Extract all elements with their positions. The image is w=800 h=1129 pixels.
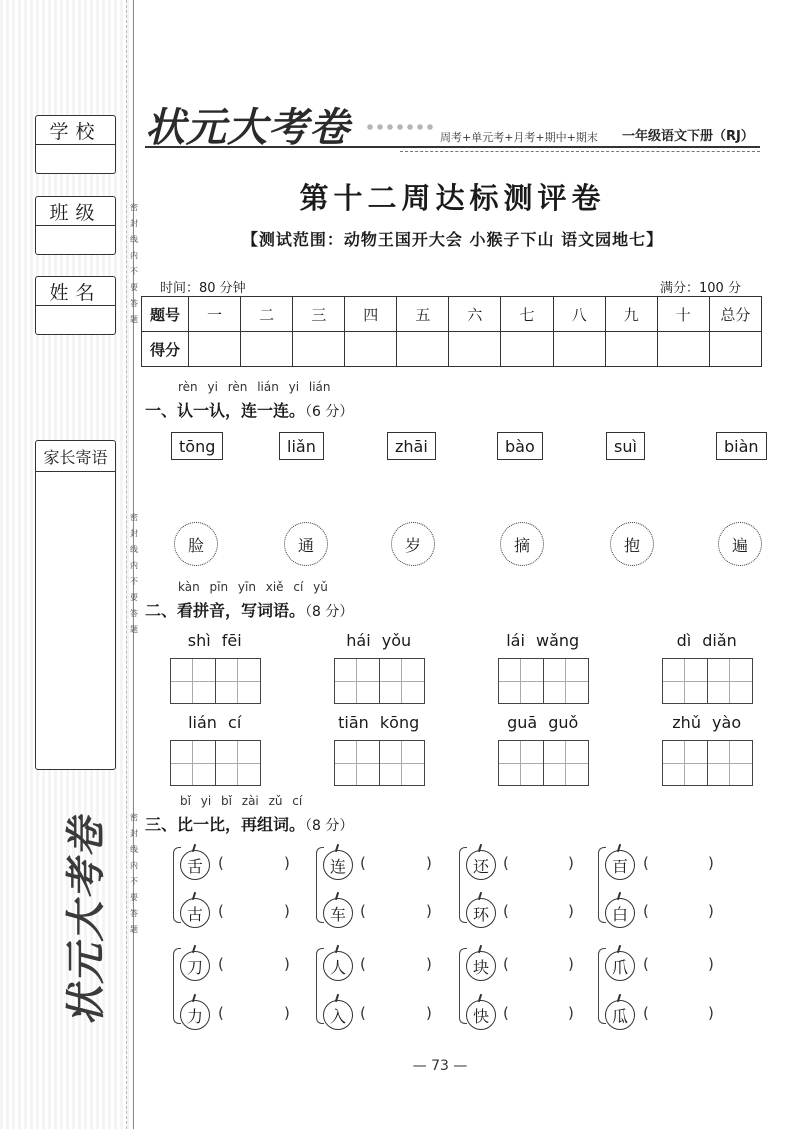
column-header: 七 bbox=[501, 297, 553, 332]
score-cell[interactable] bbox=[449, 332, 501, 367]
word-item bbox=[662, 630, 751, 704]
answer-open: ( bbox=[360, 854, 366, 872]
apple-character: 还 bbox=[466, 850, 496, 880]
class-field[interactable] bbox=[36, 226, 115, 254]
pinyin-card[interactable]: tōng bbox=[171, 432, 223, 460]
word-item bbox=[334, 630, 423, 704]
apple-character: 连 bbox=[323, 850, 353, 880]
writing-grid[interactable] bbox=[379, 740, 425, 786]
answer-close: ) bbox=[708, 955, 714, 973]
apple-character: 块 bbox=[466, 951, 496, 981]
time-limit: 时间：80 分钟 bbox=[160, 281, 246, 296]
writing-grid[interactable] bbox=[379, 658, 425, 704]
answer-close: ) bbox=[708, 1004, 714, 1022]
column-header: 四 bbox=[345, 297, 397, 332]
writing-grid[interactable] bbox=[170, 658, 216, 704]
writing-grid[interactable] bbox=[707, 740, 753, 786]
answer-open: ( bbox=[218, 955, 224, 973]
score-cell[interactable] bbox=[657, 332, 709, 367]
score-cell[interactable] bbox=[553, 332, 605, 367]
answer-close: ) bbox=[568, 854, 574, 872]
brand-dots bbox=[365, 122, 435, 132]
writing-grid[interactable] bbox=[215, 658, 261, 704]
writing-grid[interactable] bbox=[170, 740, 216, 786]
apple-character: 入 bbox=[323, 1000, 353, 1030]
section3-points: （8 分） bbox=[305, 818, 354, 834]
apple-character: 车 bbox=[323, 898, 353, 928]
writing-grid[interactable] bbox=[215, 740, 261, 786]
column-header: 六 bbox=[449, 297, 501, 332]
question-number-row bbox=[142, 297, 762, 332]
answer-close: ) bbox=[568, 902, 574, 920]
answer-open: ( bbox=[218, 1004, 224, 1022]
word-pinyin: guā guǒ bbox=[507, 713, 579, 732]
header-dashed-rule bbox=[400, 151, 760, 152]
answer-open: ( bbox=[360, 955, 366, 973]
answer-open: ( bbox=[360, 1004, 366, 1022]
parent-message-box bbox=[35, 440, 116, 770]
page-number: — 73 — bbox=[412, 1058, 468, 1074]
word-item bbox=[498, 712, 587, 786]
apple-character: 百 bbox=[605, 850, 635, 880]
side-brand-logo: 状元大考卷 bbox=[63, 815, 110, 1025]
class-box bbox=[35, 196, 116, 255]
column-header: 总分 bbox=[709, 297, 761, 332]
score-cell[interactable] bbox=[605, 332, 657, 367]
pinyin-card[interactable]: bào bbox=[497, 432, 543, 460]
score-cell[interactable] bbox=[293, 332, 345, 367]
column-header: 八 bbox=[553, 297, 605, 332]
answer-open: ( bbox=[218, 902, 224, 920]
answer-open: ( bbox=[503, 1004, 509, 1022]
score-cell[interactable] bbox=[501, 332, 553, 367]
column-header: 五 bbox=[397, 297, 449, 332]
apple-character: 力 bbox=[180, 1000, 210, 1030]
writing-grid[interactable] bbox=[543, 740, 589, 786]
answer-open: ( bbox=[503, 854, 509, 872]
section3-title-text: 三、比一比，再组词。 bbox=[145, 815, 306, 834]
apple-character: 爪 bbox=[605, 951, 635, 981]
series-label: 周考+单元考+月考+期中+期末 bbox=[440, 131, 598, 144]
word-pinyin: tiān kōng bbox=[338, 713, 420, 732]
answer-close: ) bbox=[568, 1004, 574, 1022]
section2-points: （8 分） bbox=[305, 604, 354, 620]
column-header: 十 bbox=[657, 297, 709, 332]
parent-message-field[interactable] bbox=[36, 472, 115, 768]
answer-close: ) bbox=[426, 902, 432, 920]
full-score: 满分：100 分 bbox=[660, 281, 741, 296]
word-pinyin: lián cí bbox=[188, 713, 242, 732]
pinyin-card[interactable]: zhāi bbox=[387, 432, 436, 460]
score-cell[interactable] bbox=[345, 332, 397, 367]
word-item bbox=[498, 630, 587, 704]
character-flower[interactable]: 抱 bbox=[610, 522, 654, 566]
section1-title bbox=[145, 398, 353, 421]
word-pinyin: dì diǎn bbox=[676, 631, 737, 650]
school-label: 学校 bbox=[36, 116, 115, 145]
apple-character: 白 bbox=[605, 898, 635, 928]
word-item bbox=[170, 630, 259, 704]
brand-logo: 状元大考卷 bbox=[145, 105, 350, 151]
writing-grid[interactable] bbox=[498, 658, 544, 704]
apple-character: 环 bbox=[466, 898, 496, 928]
answer-open: ( bbox=[643, 854, 649, 872]
answer-open: ( bbox=[643, 902, 649, 920]
answer-open: ( bbox=[218, 854, 224, 872]
name-field[interactable] bbox=[36, 306, 115, 334]
answer-close: ) bbox=[708, 902, 714, 920]
character-flower[interactable]: 岁 bbox=[391, 522, 435, 566]
apple-character: 刀 bbox=[180, 951, 210, 981]
score-cell[interactable] bbox=[189, 332, 241, 367]
writing-grid[interactable] bbox=[662, 740, 708, 786]
answer-close: ) bbox=[284, 854, 290, 872]
word-pinyin: zhǔ yào bbox=[672, 713, 742, 732]
writing-grid[interactable] bbox=[707, 658, 753, 704]
word-item bbox=[334, 712, 423, 786]
section2-pinyin: kàn pīn yīn xiě cí yǔ bbox=[178, 580, 328, 594]
school-box bbox=[35, 115, 116, 174]
test-scope: 【测试范围：动物王国开大会 小猴子下山 语文园地七】 bbox=[241, 230, 664, 249]
character-flower[interactable]: 通 bbox=[284, 522, 328, 566]
name-box bbox=[35, 276, 116, 335]
apple-character: 瓜 bbox=[605, 1000, 635, 1030]
pinyin-card[interactable]: suì bbox=[606, 432, 645, 460]
section3-title bbox=[145, 812, 353, 835]
word-pinyin: shì fēi bbox=[187, 631, 242, 650]
column-header: 二 bbox=[241, 297, 293, 332]
answer-close: ) bbox=[426, 955, 432, 973]
pinyin-card[interactable]: liǎn bbox=[279, 432, 324, 460]
parent-message-label: 家长寄语 bbox=[36, 441, 115, 472]
header-rule bbox=[145, 146, 760, 148]
section2-title bbox=[145, 598, 353, 621]
answer-close: ) bbox=[568, 955, 574, 973]
character-flower[interactable]: 脸 bbox=[174, 522, 218, 566]
section2-title-text: 二、看拼音，写词语。 bbox=[145, 601, 306, 620]
pinyin-card[interactable]: biàn bbox=[716, 432, 767, 460]
column-header: 一 bbox=[189, 297, 241, 332]
word-item bbox=[170, 712, 259, 786]
character-flower[interactable]: 遍 bbox=[718, 522, 762, 566]
writing-grid[interactable] bbox=[334, 658, 380, 704]
word-item bbox=[662, 712, 751, 786]
answer-open: ( bbox=[360, 902, 366, 920]
answer-close: ) bbox=[708, 854, 714, 872]
score-row bbox=[142, 332, 762, 367]
writing-grid[interactable] bbox=[498, 740, 544, 786]
column-header: 九 bbox=[605, 297, 657, 332]
word-pinyin: hái yǒu bbox=[346, 631, 412, 650]
answer-open: ( bbox=[643, 955, 649, 973]
seal-notice-2: 密 封 线 内 不 要 答 题 bbox=[130, 513, 138, 634]
seal-notice-3: 密 封 线 内 不 要 答 题 bbox=[130, 813, 138, 934]
section3-pinyin: bǐ yi bǐ zài zǔ cí bbox=[180, 794, 303, 808]
score-table bbox=[141, 296, 762, 367]
name-label: 姓名 bbox=[36, 277, 115, 306]
column-header: 三 bbox=[293, 297, 345, 332]
page-title: 第十二周达标测评卷 bbox=[299, 181, 606, 215]
score-cell[interactable] bbox=[241, 332, 293, 367]
answer-open: ( bbox=[643, 1004, 649, 1022]
writing-grid[interactable] bbox=[543, 658, 589, 704]
score-cell[interactable] bbox=[397, 332, 449, 367]
writing-grid[interactable] bbox=[334, 740, 380, 786]
apple-character: 人 bbox=[323, 951, 353, 981]
school-field[interactable] bbox=[36, 145, 115, 173]
row-header-score: 得分 bbox=[142, 332, 189, 367]
section1-title-text: 一、认一认，连一连。 bbox=[145, 401, 306, 420]
answer-close: ) bbox=[426, 1004, 432, 1022]
apple-character: 古 bbox=[180, 898, 210, 928]
answer-close: ) bbox=[284, 955, 290, 973]
section1-pinyin: rèn yi rèn lián yi lián bbox=[178, 380, 331, 394]
answer-close: ) bbox=[284, 902, 290, 920]
answer-open: ( bbox=[503, 902, 509, 920]
apple-character: 舌 bbox=[180, 850, 210, 880]
word-pinyin: lái wǎng bbox=[506, 631, 580, 650]
grade-label: 一年级语文下册（RJ） bbox=[622, 129, 754, 144]
answer-close: ) bbox=[426, 854, 432, 872]
seal-dashed-line bbox=[126, 0, 127, 1129]
class-label: 班级 bbox=[36, 197, 115, 226]
answer-close: ) bbox=[284, 1004, 290, 1022]
writing-grid[interactable] bbox=[662, 658, 708, 704]
answer-open: ( bbox=[503, 955, 509, 973]
row-header-question: 题号 bbox=[142, 297, 189, 332]
section1-points: （6 分） bbox=[305, 404, 354, 420]
score-cell[interactable] bbox=[709, 332, 761, 367]
seal-notice-1: 密 封 线 内 不 要 答 题 bbox=[130, 203, 138, 324]
character-flower[interactable]: 摘 bbox=[500, 522, 544, 566]
apple-character: 快 bbox=[466, 1000, 496, 1030]
